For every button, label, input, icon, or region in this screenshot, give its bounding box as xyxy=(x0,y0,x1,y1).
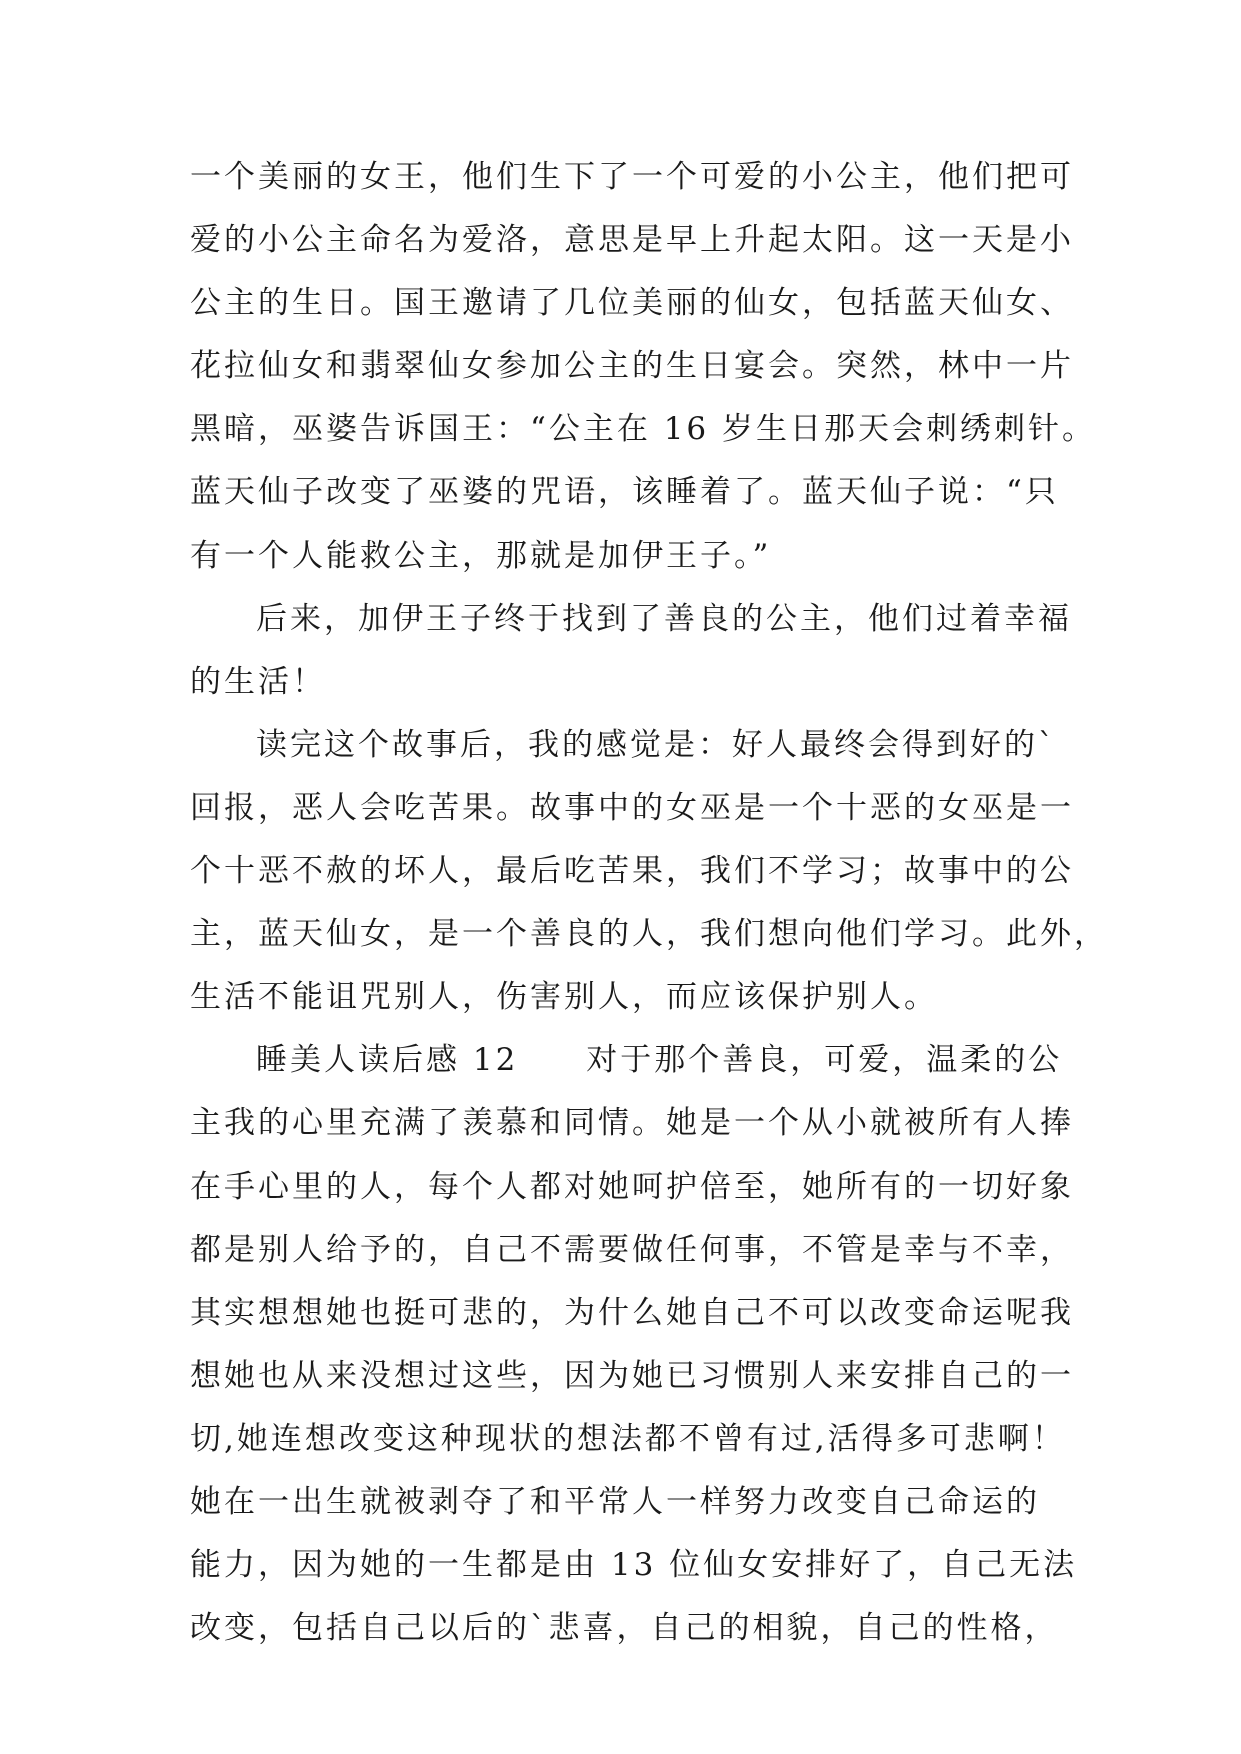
text-line: 主我的心里充满了羡慕和同情。她是一个从小就被所有人捧 xyxy=(190,1105,1074,1142)
text-line: 有一个人能救公主，那就是加伊王子。” xyxy=(190,537,772,574)
text-line: 其实想想她也挺可悲的，为什么她自己不可以改变命运呢我 xyxy=(190,1294,1074,1331)
text-line: 一个美丽的女王，他们生下了一个可爱的小公主，他们把可 xyxy=(190,159,1074,195)
text-line: 花拉仙女和翡翠仙女参加公主的生日宴会。突然，林中一片 xyxy=(190,348,1074,385)
text-line: 的生活！ xyxy=(190,663,326,700)
text-line: 改变，包括自己以后的`悲喜，自己的相貌，自己的性格， xyxy=(190,1610,1059,1647)
text-line: 她在一出生就被剥夺了和平常人一样努力改变自己命运的 xyxy=(190,1483,1040,1520)
paragraph-first-line: 读完这个故事后，我的感觉是：好人最终会得到好的` xyxy=(256,726,1057,763)
text-line: 公主的生日。国王邀请了几位美丽的仙女，包括蓝天仙女、 xyxy=(190,285,1074,322)
text-line: 想她也从来没想过这些，因为她已习惯别人来安排自己的一 xyxy=(190,1357,1074,1394)
paragraph-first-line: 睡美人读后感 12 对于那个善良，可爱，温柔的公 xyxy=(256,1042,1063,1079)
text-line: 主，蓝天仙女，是一个善良的人，我们想向他们学习。此外， xyxy=(190,916,1108,953)
text-line: 生活不能诅咒别人，伤害别人，而应该保护别人。 xyxy=(190,979,938,1016)
text-line: 蓝天仙子改变了巫婆的咒语，该睡着了。蓝天仙子说：“只 xyxy=(190,474,1059,511)
text-line: 回报，恶人会吃苦果。故事中的女巫是一个十恶的女巫是一 xyxy=(190,789,1074,826)
text-line: 能力，因为她的一生都是由 13 位仙女安排好了，自己无法 xyxy=(190,1547,1078,1584)
body-text xyxy=(190,146,1108,1660)
text-line: 切,她连想改变这种现状的想法都不曾有过,活得多可悲啊！ xyxy=(190,1420,1066,1457)
text-line: 在手心里的人，每个人都对她呵护倍至，她所有的一切好象 xyxy=(190,1168,1074,1205)
text-line: 爱的小公主命名为爱洛，意思是早上升起太阳。这一天是小 xyxy=(190,222,1074,259)
text-line: 个十恶不赦的坏人，最后吃苦果，我们不学习；故事中的公 xyxy=(190,853,1074,890)
text-line: 都是别人给予的，自己不需要做任何事，不管是幸与不幸， xyxy=(190,1231,1074,1268)
paragraph-first-line: 后来，加伊王子终于找到了善良的公主，他们过着幸福 xyxy=(256,600,1072,637)
text-line: 黑暗，巫婆告诉国王：“公主在 16 岁生日那天会刺绣刺针。 xyxy=(190,411,1096,448)
